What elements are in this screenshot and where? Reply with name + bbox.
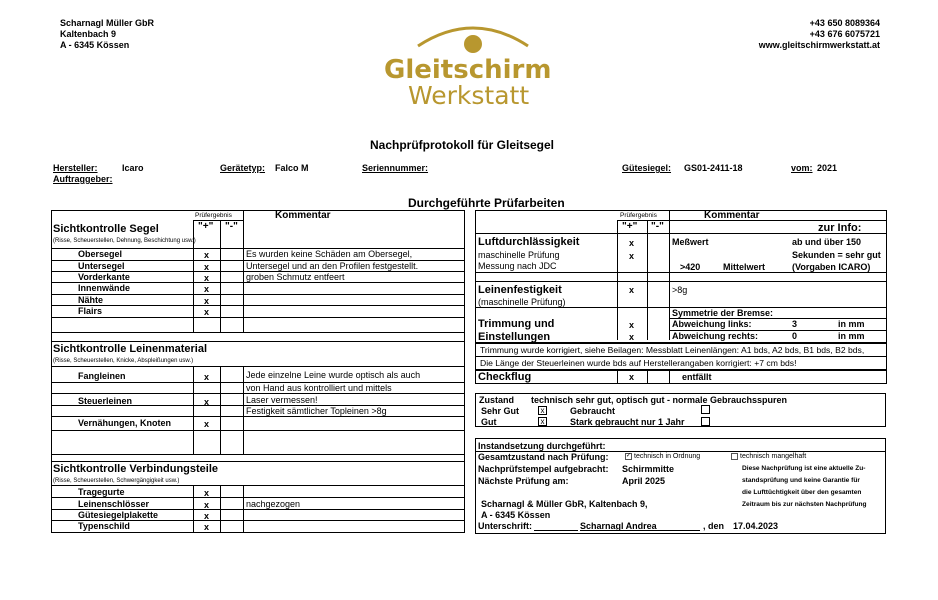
- instand-info-2: standsprüfung und keine Garantie für: [742, 477, 860, 484]
- abweichung-rechts-unit: in mm: [838, 331, 865, 341]
- gut-checkbox[interactable]: x: [538, 417, 547, 426]
- mark-leinenschloesser: x: [204, 500, 210, 510]
- left-kommentar-header: Kommentar: [275, 210, 331, 221]
- luft-mark2: x: [629, 251, 635, 261]
- row-flairs: Flairs: [78, 306, 103, 316]
- checkflug-label: Checkflug: [478, 371, 532, 383]
- luft-info2: Sekunden = sehr gut: [792, 250, 881, 260]
- leinenfest-title: Leinenfestigkeit: [478, 284, 562, 296]
- hersteller-value: Icaro: [122, 163, 144, 173]
- luft-messwert: Meßwert: [672, 237, 709, 247]
- luft-sub1: maschinelle Prüfung: [478, 250, 560, 260]
- trimm-mark1: x: [629, 320, 635, 330]
- row-untersegel: Untersegel: [78, 261, 125, 271]
- abweichung-links-unit: in mm: [838, 319, 865, 329]
- luft-info1: ab und über 150: [792, 237, 862, 247]
- page-title: Nachprüfprotokoll für Gleitsegel: [370, 138, 555, 152]
- mangelhaft-checkbox[interactable]: [731, 453, 738, 460]
- mark-typenschild: x: [204, 522, 210, 532]
- vom-value: 2021: [817, 163, 838, 173]
- mark-vernaehungen: x: [204, 419, 210, 429]
- verbindung-title: Sichtkontrolle Verbindungsteile: [53, 463, 219, 475]
- luft-value: >420: [680, 262, 701, 272]
- abweichung-rechts-value: 0: [792, 331, 798, 341]
- mark-fangleinen: x: [204, 372, 210, 382]
- den-label: , den: [703, 521, 725, 531]
- zustand-desc: technisch sehr gut, optisch gut - normale Gebrauchsspuren: [531, 395, 788, 405]
- mangelhaft-label: technisch mangelhaft: [740, 453, 807, 460]
- gesamtzustand-label: Gesamtzustand nach Prüfung:: [478, 452, 609, 462]
- stempel-label: Nachprüfstempel aufgebracht:: [478, 464, 609, 474]
- left-pruefergebnis: Prüfergebnis: [195, 212, 232, 219]
- mark-naehte: x: [204, 296, 210, 306]
- segel-title: Sichtkontrolle Segel: [53, 223, 159, 235]
- guetesiegel-label: Gütesiegel:: [622, 163, 672, 173]
- row-obersegel: Obersegel: [78, 249, 123, 259]
- guetesiegel-value: GS01-2411-18: [684, 163, 743, 173]
- phone-2: +43 676 6075721: [809, 29, 880, 39]
- comment-fangleinen-1: Jede einzelne Leine wurde optisch als auch: [246, 370, 421, 380]
- seriennummer-label: Seriennummer:: [362, 163, 429, 173]
- naechste-value: April 2025: [622, 476, 666, 486]
- row-vernaehungen: Vernähungen, Knoten: [78, 418, 172, 428]
- mark-flairs: x: [204, 307, 210, 317]
- instand-city: A - 6345 Kössen: [481, 510, 551, 520]
- company-street: Kaltenbach 9: [60, 29, 117, 39]
- stempel-value: Schirmmitte: [622, 464, 675, 474]
- right-plus-header: "+": [622, 221, 638, 232]
- row-guetesiegelplakette: Gütesiegelplakette: [78, 510, 159, 520]
- left-minus-header: "-": [225, 221, 238, 232]
- abweichung-rechts-label: Abweichung rechts:: [672, 331, 759, 341]
- leinenfest-sub: (maschinelle Prüfung): [478, 297, 566, 307]
- instand-info-4: Zeitraum bis zur nächsten Nachprüfung: [742, 501, 867, 508]
- mark-tragegurte: x: [204, 488, 210, 498]
- instand-title: Instandsetzung durchgeführt:: [478, 441, 606, 451]
- row-steuerleinen: Steuerleinen: [78, 396, 133, 406]
- mark-steuerleinen: x: [204, 397, 210, 407]
- zustand-label: Zustand: [479, 395, 514, 405]
- phone-1: +43 650 8089364: [809, 18, 880, 28]
- comment-fangleinen-2: von Hand aus kontrolliert und mittels: [246, 383, 392, 393]
- segel-subtitle: (Risse, Scheuerstellen, Dehnung, Beschichtung usw.): [53, 238, 196, 244]
- instand-company: Scharnagl & Müller GbR, Kaltenbach 9,: [481, 499, 648, 509]
- comment-leinenschloesser: nachgezogen: [246, 499, 301, 509]
- mark-vorderkante: x: [204, 273, 210, 283]
- leinenfest-value: >8g: [672, 285, 688, 295]
- trimm-mark2: x: [629, 332, 635, 342]
- trimm-note-2: Die Länge der Steuerleinen wurde bds auf Herstellerangaben korrigiert: +7 cm bds!: [480, 358, 797, 368]
- comment-obersegel: Es wurden keine Schäden am Obersegel,: [246, 249, 413, 259]
- luft-info3: (Vorgaben ICARO): [792, 262, 871, 272]
- logo-text-2: Werkstatt: [408, 81, 530, 110]
- geraetetyp-label: Gerätetyp:: [220, 163, 266, 173]
- zustand-gut: Gut: [481, 417, 497, 427]
- row-tragegurte: Tragegurte: [78, 487, 125, 497]
- row-innenwaende: Innenwände: [78, 283, 131, 293]
- naechste-label: Nächste Prüfung am:: [478, 476, 569, 486]
- checkflug-value: entfällt: [682, 372, 712, 382]
- unterschrift-label: Unterschrift:: [478, 521, 533, 531]
- comment-topleinen: Festigkeit sämtlicher Topleinen >8g: [246, 406, 387, 416]
- verbindung-subtitle: (Risse, Scheuerstellen, Schwergängigkeit usw.): [53, 478, 180, 484]
- ordnung-label: technisch in Ordnung: [634, 453, 701, 460]
- leinenfest-mark: x: [629, 285, 635, 295]
- row-vorderkante: Vorderkante: [78, 272, 130, 282]
- hersteller-label: Hersteller:: [53, 163, 98, 173]
- trimm-title-2: Einstellungen: [478, 331, 551, 343]
- left-plus-header: "+": [198, 221, 214, 232]
- right-pruefergebnis: Prüfergebnis: [620, 212, 657, 219]
- luft-sub2: Messung nach JDC: [478, 261, 557, 271]
- abweichung-links-value: 3: [792, 319, 798, 329]
- symmetrie-label: Symmetrie der Bremse:: [672, 308, 774, 318]
- ordnung-checkbox[interactable]: ✓: [626, 453, 632, 459]
- website: www.gleitschirmwerkstatt.at: [758, 40, 880, 50]
- logo: [378, 18, 568, 110]
- comment-steuerleinen: Laser vermessen!: [246, 395, 318, 405]
- luft-mark1: x: [629, 238, 635, 248]
- zustand-stark: Stark gebraucht nur 1 Jahr: [570, 417, 685, 427]
- geraetetyp-value: Falco M: [275, 163, 309, 173]
- mark-untersegel: x: [204, 262, 210, 272]
- logo-text-1: Gleitschirm: [384, 55, 552, 85]
- trimm-note-1: Trimmung wurde korrigiert, siehe Beilagen: Messblatt Leinenlängen: A1 bds, A2 bds, B1 bds, B2 bds,: [480, 345, 865, 355]
- instand-info-1: Diese Nachprüfung ist eine aktuelle Zu-: [742, 465, 866, 472]
- row-typenschild: Typenschild: [78, 521, 130, 531]
- unterschrift-name: Scharnagl Andrea: [580, 521, 657, 531]
- comment-vorderkante: groben Schmutz entfeert: [246, 272, 345, 282]
- company-city: A - 6345 Kössen: [60, 40, 130, 50]
- company-name: Scharnagl Müller GbR: [60, 18, 155, 28]
- gebraucht-checkbox[interactable]: [701, 405, 710, 414]
- instand-info-3: die Lufttüchtigkeit über den gesamten: [742, 489, 862, 496]
- comment-untersegel: Untersegel und an den Profilen festgestellt.: [246, 261, 419, 271]
- trimm-title-1: Trimmung und: [478, 318, 555, 330]
- row-leinenschloesser: Leinenschlösser: [78, 499, 150, 509]
- row-fangleinen: Fangleinen: [78, 371, 126, 381]
- luft-title: Luftdurchlässigkeit: [478, 236, 580, 248]
- mark-innenwaende: x: [204, 284, 210, 294]
- auftraggeber-label: Auftraggeber:: [53, 174, 113, 184]
- stark-checkbox[interactable]: [701, 417, 710, 426]
- sehrgut-checkbox[interactable]: x: [538, 406, 547, 415]
- zustand-sehrgut: Sehr Gut: [481, 406, 520, 416]
- luft-mittelwert: Mittelwert: [723, 262, 766, 272]
- row-naehte: Nähte: [78, 295, 104, 305]
- abweichung-links-label: Abweichung links:: [672, 319, 752, 329]
- right-minus-header: "-": [651, 221, 664, 232]
- section-title: Durchgeführte Prüfarbeiten: [408, 196, 565, 210]
- right-kommentar-header: Kommentar: [704, 210, 760, 221]
- checkflug-mark: x: [629, 372, 635, 382]
- mark-obersegel: x: [204, 250, 210, 260]
- datum-value: 17.04.2023: [733, 521, 779, 531]
- mark-guetesiegelplakette: x: [204, 511, 210, 521]
- vom-label: vom:: [791, 163, 813, 173]
- leinen-subtitle: (Risse, Scheuerstellen, Knicke, Abspleißungen usw.): [53, 358, 194, 364]
- zustand-gebraucht: Gebraucht: [570, 406, 616, 416]
- zur-info: zur Info:: [818, 222, 862, 234]
- leinen-title: Sichtkontrolle Leinenmaterial: [53, 343, 208, 355]
